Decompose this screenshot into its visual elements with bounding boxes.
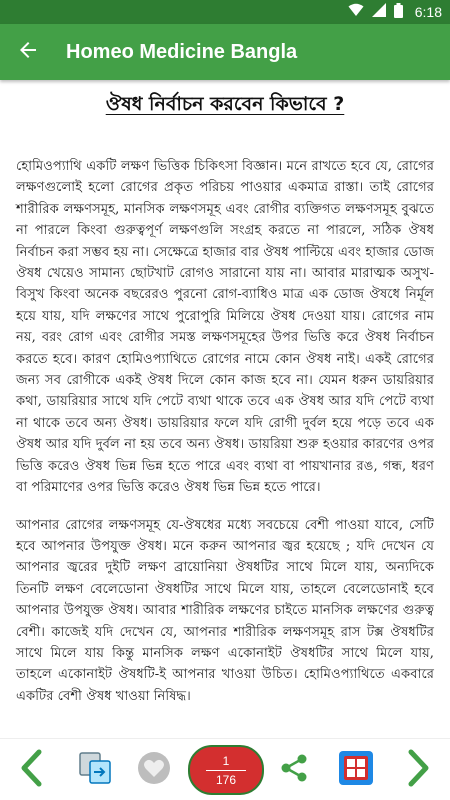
article-heading-text: ঔষধ নির্বাচন করবেন কিভাবে ? [105,93,345,115]
favorite-heart-icon [136,750,172,790]
page-current: 1 [222,753,230,768]
battery-icon [394,3,403,22]
previous-button[interactable] [10,745,54,795]
app-bar [0,24,450,80]
share-icon [279,753,309,787]
share-to-icon [77,750,113,790]
next-button[interactable] [396,745,440,795]
status-bar [0,0,450,24]
favorite-button[interactable] [132,745,176,795]
app-title: Homeo Medicine Bangla [66,40,298,63]
share-to-button[interactable] [70,745,120,795]
grid-menu-icon [338,750,374,790]
arrow-left-icon [19,41,37,63]
counter-divider [206,770,246,771]
back-button[interactable] [0,24,56,80]
article-paragraph: হোমিওপ্যাথি একটি লক্ষণ ভিত্তিক চিকিৎসা বিজ্ঞান। মনে রাখতে হবে যে, রোগের লক্ষণগুলোই হলো রোগের প্রকৃত পরিচয় পাওয়ার একমাত্র রাস্তা। তাই রোগের শারীরিক লক্ষণসমূহ, মানসিক লক্ষণসমূহ এবং রোগীর ব্যক্তিগত লক্ষণসমূহ বুঝতে না পারলে কিংবা গুরুত্বপূর্ণ লক্ষণগুলি সংগ্রহ করতে না পারলে, সঠিক ঔষধ নির্বাচন করা সম্ভব হয় না। সেক্ষেত্রে হাজার বার ঔষধ পাল্টিয়ে এবং হাজার ডোজ ঔষধ খেয়েও সামান্য ছোটখাট রোগও সারানো যায় না। আবার মারাত্মক অসুখ-বিসুখ কিংবা অনেক বছরেরও পুরনো রোগ-ব্যাধিও মাত্র এক ডোজ ঔষধে নির্মূল হয়ে যায়, যদি লক্ষণের সাথে পুরোপুরি মিলিয়ে ঔষধ দেওয়া যায়। রোগের নাম নয়, বরং রোগ এবং রোগীর সমস্ত লক্ষণসমূহের উপর ভিত্তি করে ঔষধ নির্বাচন করতে হবে। কারণ হোমিওপ্যাথিতে রোগের নামে কোন ঔষধ নাই। একই রোগের জন্য সব রোগীকে একই ঔষধ দিলে কোন কাজ হবে না। যেমন ধরুন ডায়রিয়ার কথা, ডায়রিয়ার সাথে যদি পেটে ব্যথা থাকে তবে এক ঔষধ আর যদি পেটে ব্যথা না থাকে তবে অন্য ঔষধ। ডায়রিয়ার ফলে যদি রোগী দুর্বল হয়ে পড়ে তবে এক ঔষধ আর যদি দুর্বল না হয় তবে অন্য ঔষধ। ডায়রিয়া শুরু হওয়ার কারণের ওপর ভিত্তি করেও ঔষধ ভিন্ন ভিন্ন হতে পারে এবং ব্যথা বা পায়খানার রঙ, গন্ধ, ধরণ বা পরিমাণের ওপর ভিত্তি করেও ঔষধ ভিন্ন ভিন্ন হতে পারে। [16,159,434,496]
menu-grid-button[interactable] [334,745,378,795]
clock-text: 6:18 [414,4,442,20]
page-total: 176 [215,772,237,787]
bottom-toolbar [0,738,450,800]
page-counter[interactable] [188,745,264,795]
chevron-left-icon [19,749,45,791]
signal-icon [372,3,386,21]
share-button[interactable] [274,745,314,795]
wifi-icon [348,3,364,21]
chevron-right-icon [405,749,431,791]
article-paragraph: আপনার রোগের লক্ষণসমূহ যে-ঔষধের মধ্যে সবচেয়ে বেশী পাওয়া যাবে, সেটি হবে আপনার উপযুক্ত ঔষধ। মনে করুন আপনার জ্বর হয়েছে ; যদি দেখেন যে আপনার জ্বরের দুইটি লক্ষণ ব্রায়োনিয়া ঔষধটির সাথে মিলে যায়, অন্যদিকে তিনটি লক্ষণ বেলেডোনা ঔষধটির সাথে মিলে যায়, তাহলে বেলেডোনাই হবে আপনার উপযুক্ত ঔষধ। আবার শারীরিক লক্ষণের চাইতে মানসিক লক্ষণের গুরুত্ব বেশী। কাজেই যদি দেখেন যে, আপনার শারীরিক লক্ষণসমূহ রাস টক্স ঔষধটির সাথে মিলে যায় কিন্তু মানসিক লক্ষণ একোনাইট ঔষধটির সাথে মিলে যায়, তাহলে একোনাইট ঔষধটি-ই আপনার খাওয়া উচিত। হোমিওপ্যাথিতে একবারে একটির বেশী ঔষধ খাওয়া নিষিদ্ধ। [16,517,434,704]
article-heading [16,90,434,122]
article-content[interactable] [0,80,450,738]
